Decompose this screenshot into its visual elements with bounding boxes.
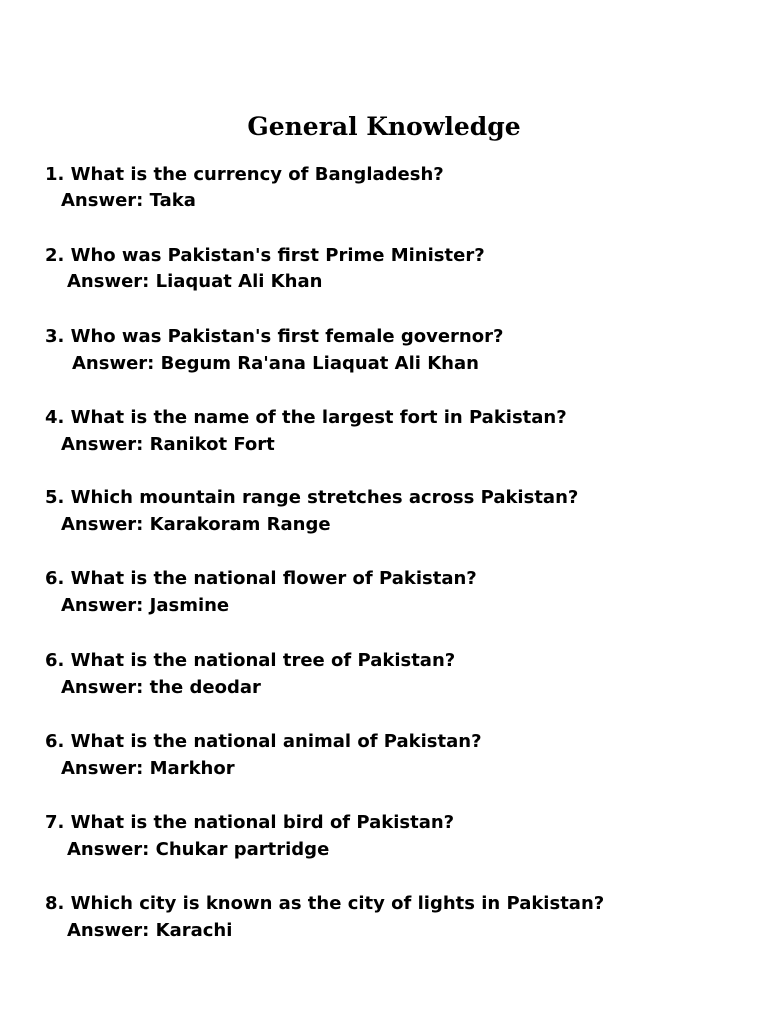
question-text: 7. What is the national bird of Pakistan? xyxy=(45,812,455,833)
question-text: 1. What is the currency of Bangladesh? xyxy=(45,164,444,185)
question-text: 6. What is the national flower of Pakistan? xyxy=(45,568,477,589)
question-text: 6. What is the national tree of Pakistan? xyxy=(45,650,456,671)
answer-text: Answer: Chukar partridge xyxy=(67,839,330,860)
question-text: 4. What is the name of the largest fort in Pakistan? xyxy=(45,407,567,428)
question-text: 3. Who was Pakistan's first female governor? xyxy=(45,326,504,347)
question-text: 6. What is the national animal of Pakistan? xyxy=(45,731,482,752)
question-text: 8. Which city is known as the city of lights in Pakistan? xyxy=(45,893,605,914)
answer-text: Answer: the deodar xyxy=(61,677,261,698)
answer-text: Answer: Begum Ra'ana Liaquat Ali Khan xyxy=(72,353,479,374)
answer-text: Answer: Karakoram Range xyxy=(61,514,331,535)
answer-text: Answer: Jasmine xyxy=(61,595,230,616)
answer-text: Answer: Markhor xyxy=(61,758,235,779)
question-text: 2. Who was Pakistan's first Prime Minister? xyxy=(45,245,485,266)
question-text: 5. Which mountain range stretches across Pakistan? xyxy=(45,487,579,508)
answer-text: Answer: Ranikot Fort xyxy=(61,434,275,455)
page-title: General Knowledge xyxy=(247,112,521,141)
answer-text: Answer: Karachi xyxy=(67,920,233,941)
answer-text: Answer: Liaquat Ali Khan xyxy=(67,271,323,292)
answer-text: Answer: Taka xyxy=(61,190,196,211)
